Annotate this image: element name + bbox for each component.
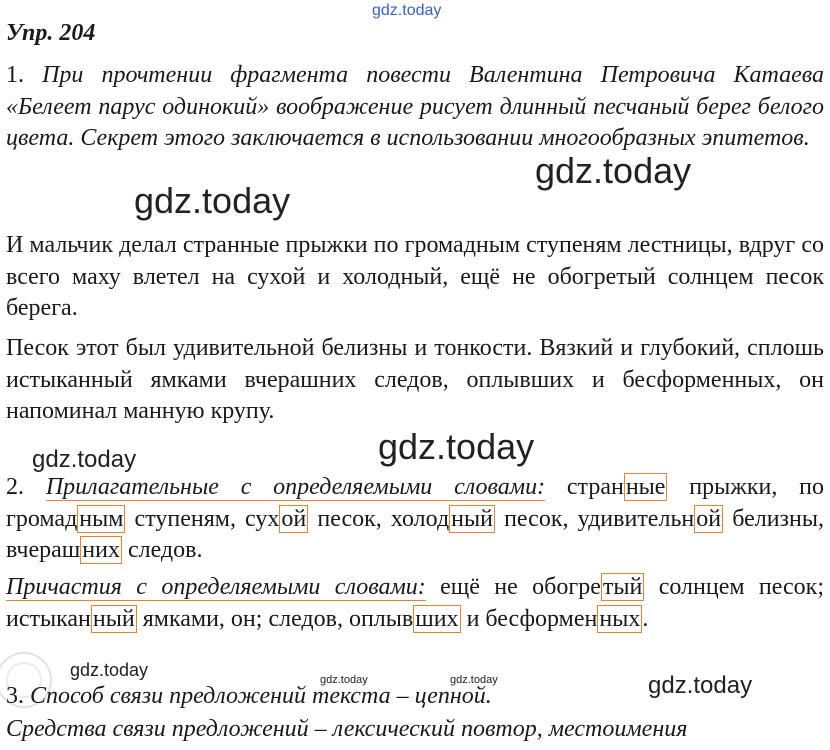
part-text: .: [642, 605, 649, 632]
adj-text: ступеням, сух: [125, 505, 280, 532]
adj-ending: ный: [451, 505, 493, 532]
task2-adj-label: Прилагательные с определяемыми словами:: [45, 474, 546, 500]
task3-number: 3.: [6, 683, 24, 709]
adj-text: песок, удивительн: [494, 505, 695, 532]
task2-adjectives-paragraph: [6, 472, 824, 567]
adj-text: песок, холод: [308, 505, 450, 532]
watermark-2: gdz.today: [134, 180, 291, 221]
task3-paragraph: [6, 681, 824, 713]
task2-participles-paragraph: [6, 572, 824, 635]
watermark-5: gdz.today: [648, 672, 753, 699]
watermark-7: gdz.today: [320, 674, 368, 686]
adj-ending: ой: [696, 505, 722, 532]
watermark-top: gdz.today: [372, 2, 442, 19]
quote-paragraph-2: Песок этот был удивительной белизны и тонкости. Вязкий и глубокий, сплошь истыканный ямками вчерашних следов, оплывших и бесформенных, он напоминал манную крупу.: [6, 335, 824, 424]
task3-means-text: Средства связи предложений – лексический повтор, местоимения: [6, 716, 688, 742]
adj-ending: них: [82, 537, 120, 563]
adj-text: следов.: [121, 537, 203, 563]
part-ending: тый: [602, 574, 643, 600]
task2-number: 2.: [6, 474, 24, 500]
watermark-4: gdz.today: [32, 446, 137, 473]
part-text: ещё не обогре: [425, 574, 601, 600]
watermark-6: gdz.today: [70, 660, 149, 680]
watermark-8: gdz.today: [450, 674, 498, 686]
task2-part-label: Причастия с определяемыми словами:: [6, 574, 426, 600]
part-ending: ных: [599, 605, 641, 632]
task3-text: Способ связи предложений текста – цепной.: [30, 683, 492, 709]
part-ending: ный: [92, 605, 135, 632]
watermark-3: gdz.today: [378, 426, 535, 467]
adj-text: прыжки, по громад: [6, 474, 824, 532]
part-ending: ших: [415, 605, 459, 632]
adj-text: стран: [566, 474, 624, 500]
adj-ending: ным: [79, 505, 124, 532]
quote-paragraph-1: И мальчик делал странные прыжки по громадным ступеням лестницы, вдруг со всего маху влетел на сухой и холодный, ещё не обогретый солнцем песок берега.: [6, 232, 824, 321]
task1-text: При прочтении фрагмента повести Валентина Петровича Катаева «Белеет парус одинокий» воображение рисует длинный песчаный берег белого цвета. Секрет этого заключается в использовании многообразных эпитетов.: [6, 62, 825, 151]
adj-ending: ой: [281, 505, 307, 532]
task1-number: 1.: [6, 62, 24, 88]
part-text: солнцем песок; истыкан: [6, 574, 824, 632]
part-text: ямками, он; следов, оплыв: [136, 605, 414, 632]
task1-paragraph: [6, 60, 824, 155]
adj-text: белизны, вчераш: [6, 505, 825, 563]
watermark-1: gdz.today: [535, 150, 692, 191]
part-text: и бесформен: [460, 605, 598, 632]
adj-ending: ные: [625, 474, 666, 500]
exercise-title: Упр. 204: [6, 20, 96, 46]
task3-means: [6, 714, 824, 746]
